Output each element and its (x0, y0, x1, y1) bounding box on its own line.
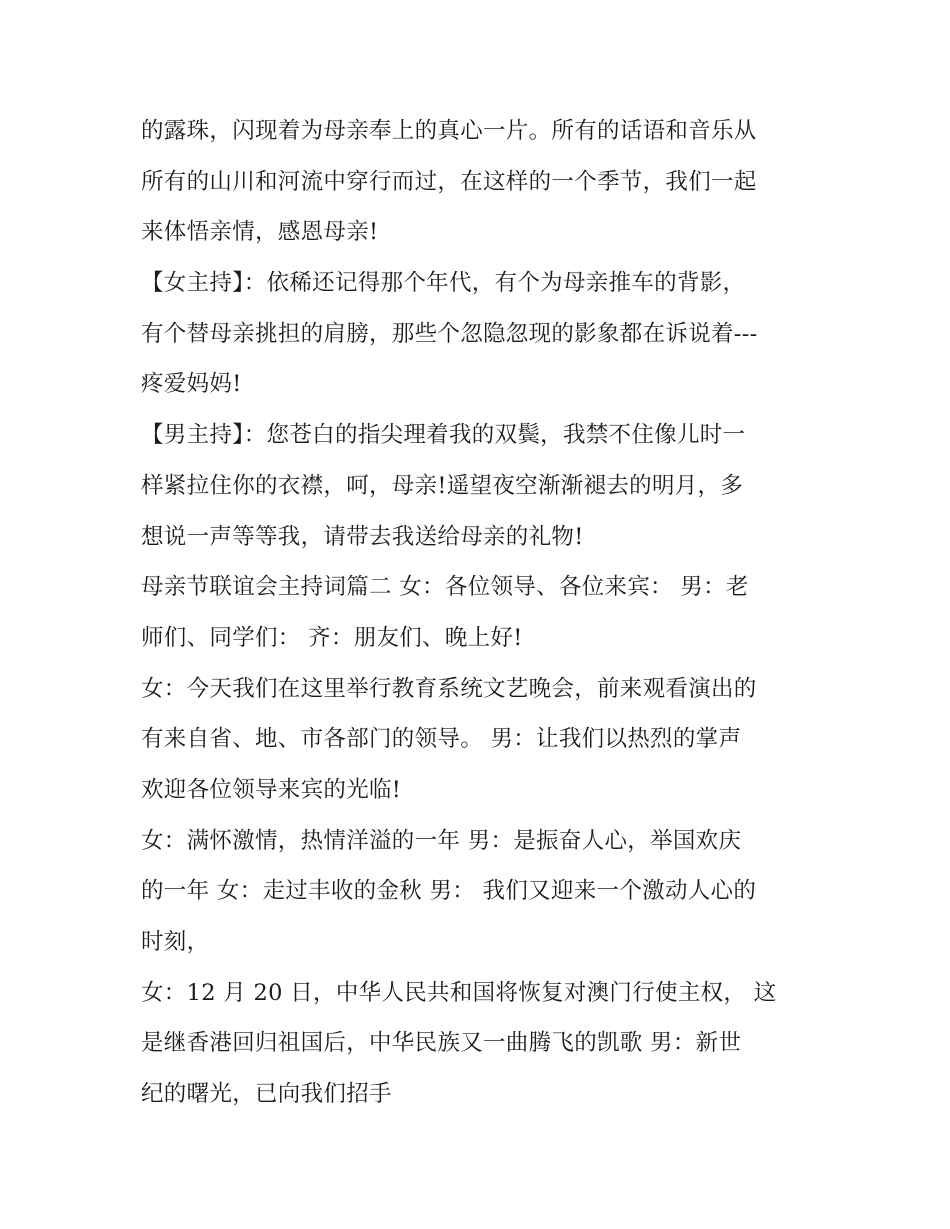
text-line: 样紧拉住你的衣襟，呵，母亲!遥望夜空渐渐褪去的明月，多 (141, 472, 744, 499)
text-line: 想说一声等等我，请带去我送给母亲的礼物! (141, 523, 584, 550)
text-line: 疼爱妈妈! (141, 371, 242, 398)
text-line: 所有的山川和河流中穿行而过，在这样的一个季节，我们一起 (141, 168, 757, 195)
text-line: 女：满怀激情，热情洋溢的一年 男：是振奋人心，举国欢庆 (141, 827, 742, 854)
text-line: 女：今天我们在这里举行教育系统文艺晚会，前来观看演出的 (141, 675, 757, 702)
text-line: 【男主持】：您苍白的指尖理着我的双鬓，我禁不住像儿时一 (141, 422, 746, 449)
text-line: 的一年 女：走过丰收的金秋 男： 我们又迎来一个激动人心的 (141, 878, 757, 905)
text-line: 欢迎各位领导来宾的光临! (141, 776, 402, 803)
text-line: 有个替母亲挑担的肩膀，那些个忽隐忽现的影象都在诉说着--- (141, 320, 758, 347)
text-line: 师们、同学们： 齐：朋友们、晚上好! (141, 624, 523, 651)
text-line: 有来自省、地、市各部门的领导。 男：让我们以热烈的掌声 (141, 726, 742, 753)
text-line: 纪的曙光，已向我们招手 (141, 1081, 392, 1108)
text-line: 【女主持】：依稀还记得那个年代，有个为母亲推车的背影， (141, 270, 746, 297)
text-line: 的露珠，闪现着为母亲奉上的真心一片。所有的话语和音乐从 (141, 118, 757, 144)
body-text (141, 106, 821, 1120)
text-line: 时刻， (141, 929, 210, 955)
text-line: 来体悟亲情，感恩母亲! (141, 219, 379, 246)
text-line: 是继香港回归祖国后，中华民族又一曲腾飞的凯歌 男：新世 (141, 1030, 742, 1057)
text-line: 女：12 月 20 日，中华人民共和国将恢复对澳门行使主权， 这 (141, 979, 777, 1006)
text-line: 母亲节联谊会主持词篇二 女：各位领导、各位来宾： 男：老 (141, 574, 749, 601)
